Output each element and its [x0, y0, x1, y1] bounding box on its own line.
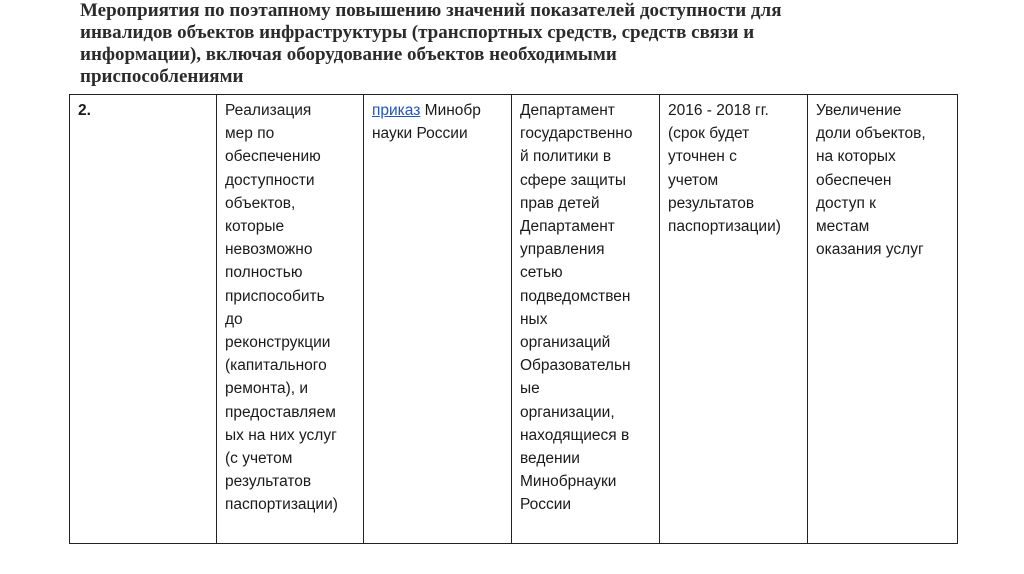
result-line: обеспечен	[816, 171, 892, 189]
row-number: 2.	[78, 102, 91, 119]
title-line: Мероприятия по поэтапному повышению значений показателей доступности для	[80, 0, 782, 21]
result-line: местам	[816, 218, 870, 236]
measure-line: ых на них услуг	[225, 426, 337, 444]
measure-cell	[217, 95, 364, 544]
responsible-line: управления	[520, 241, 605, 259]
measure-line: обеспечению	[225, 148, 321, 166]
responsible-line: сетью	[520, 264, 563, 282]
measure-line: ремонта), и	[225, 380, 309, 398]
result-line: Увеличение	[816, 102, 902, 119]
term-line: результатов	[668, 194, 755, 212]
responsible-line: государственно	[520, 125, 633, 143]
measure-line: приспособить	[225, 287, 325, 305]
responsible-line: Образовательн	[520, 357, 631, 375]
measure-line: Реализация	[225, 102, 312, 119]
result-line: доступ к	[816, 194, 876, 212]
term-line: учетом	[668, 171, 719, 189]
responsible-line: Минобрнауки	[520, 473, 617, 491]
responsible-line: организаций	[520, 334, 611, 352]
measure-line: паспортизации)	[225, 496, 338, 514]
responsible-line: Департамент	[520, 102, 615, 119]
result-line: на которых	[816, 148, 896, 166]
responsible-line: й политики в	[520, 148, 612, 166]
responsible-line: Департамент	[520, 218, 615, 236]
term-line: (срок будет	[668, 125, 750, 143]
measure-line: результатов	[225, 473, 312, 491]
row-number-cell	[70, 95, 217, 544]
measure-line: невозможно	[225, 241, 313, 259]
page-title	[80, 0, 980, 92]
measure-line: реконструкции	[225, 334, 331, 352]
responsible-cell	[512, 95, 660, 544]
responsible-line: организации,	[520, 403, 615, 421]
measure-line: которые	[225, 218, 285, 236]
responsible-line: прав детей	[520, 194, 600, 212]
responsible-line: сфере защиты	[520, 171, 627, 189]
document-line: науки России	[372, 125, 468, 143]
title-line: приспособлениями	[80, 66, 244, 87]
document-cell	[364, 95, 512, 544]
measure-line: полностью	[225, 264, 303, 282]
order-link[interactable]: приказ	[372, 102, 421, 119]
measure-line: предоставляем	[225, 403, 336, 421]
measure-line: объектов,	[225, 194, 296, 212]
measure-line: до	[225, 310, 243, 328]
result-cell	[808, 95, 958, 544]
measure-line: (капитального	[225, 357, 327, 375]
measure-line: (с учетом	[225, 450, 293, 468]
responsible-line: ые	[520, 380, 540, 398]
measures-table	[69, 94, 958, 544]
responsible-line: ведении	[520, 450, 580, 468]
table-row	[70, 95, 958, 544]
result-line: доли объектов,	[816, 125, 926, 143]
document-line	[372, 99, 505, 122]
responsible-line: России	[520, 496, 572, 514]
measure-line: доступности	[225, 171, 315, 189]
result-line: оказания услуг	[816, 241, 924, 259]
title-line: информации), включая оборудование объектов необходимыми	[80, 44, 617, 65]
title-line: инвалидов объектов инфраструктуры (транспортных средств, средств связи и	[80, 22, 755, 43]
responsible-line: ных	[520, 310, 548, 328]
term-line: уточнен с	[668, 148, 737, 166]
measure-line: мер по	[225, 125, 275, 143]
responsible-line: находящиеся в	[520, 426, 630, 444]
term-line: паспортизации)	[668, 218, 781, 236]
term-line: 2016 - 2018 гг.	[668, 102, 769, 119]
term-cell	[660, 95, 808, 544]
document-text: Минобр	[420, 102, 481, 119]
responsible-line: подведомствен	[520, 287, 631, 305]
